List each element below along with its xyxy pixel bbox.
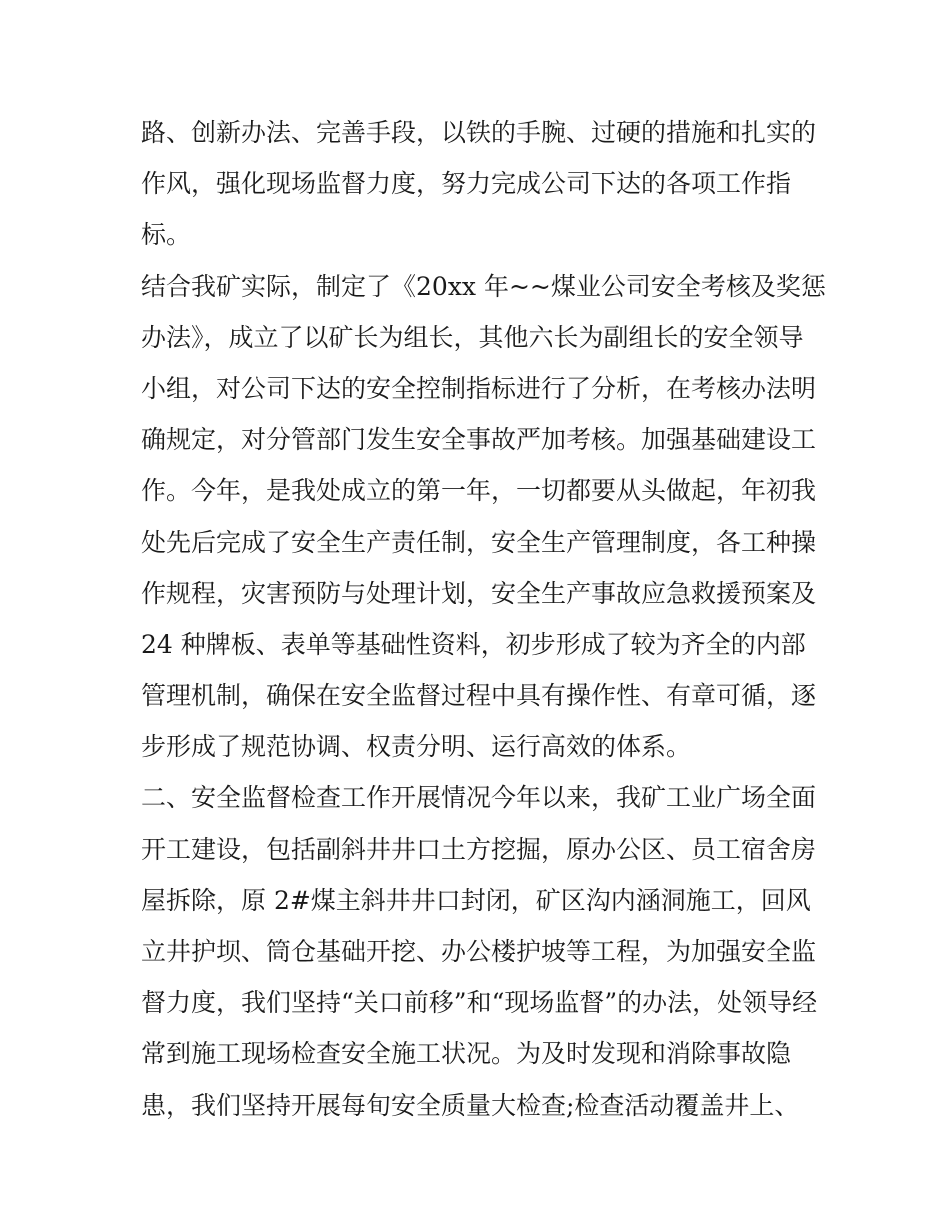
body-text [141,107,831,1131]
text-line: 小组，对公司下达的安全控制指标进行了分析，在考核办法明 [141,373,817,403]
text-line: 常到施工现场检查安全施工状况。为及时发现和消除事故隐 [141,1039,792,1069]
text-line: 标。 [141,220,192,250]
text-line: 患，我们坚持开展每旬安全质量大检查;检查活动覆盖井上、 [141,1090,800,1120]
text-line: 立井护坝、筒仓基础开挖、办公楼护坡等工程，为加强安全监 [141,937,817,966]
text-line: 路、创新办法、完善手段，以铁的手腕、过硬的措施和扎实的 [141,118,817,147]
text-line: 办法》，成立了以矿长为组长，其他六长为副组长的安全领导 [141,322,804,352]
text-line: 作风，强化现场监督力度，努力完成公司下达的各项工作指 [141,169,792,199]
text-line: 作规程，灾害预防与处理计划，安全生产事故应急救援预案及 [141,578,817,608]
text-line: 结合我矿实际，制定了《20xx 年~~煤业公司安全考核及奖惩 [141,271,826,301]
text-line: 作。今年，是我处成立的第一年，一切都要从头做起，年初我 [141,476,817,506]
text-line: 开工建设，包括副斜井井口土方挖掘，原办公区、员工宿舍房 [141,834,817,864]
text-line: 处先后完成了安全生产责任制，安全生产管理制度，各工种操 [141,527,817,557]
text-line: 二、安全监督检查工作开展情况今年以来，我矿工业广场全面 [141,783,817,813]
text-line: 屋拆除，原 2#煤主斜井井口封闭，矿区沟内涵洞施工，回风 [141,885,811,915]
text-line: 督力度，我们坚持“关口前移”和“现场监督”的办法，处领导经 [141,988,818,1018]
text-line: 步形成了规范协调、权责分明、运行高效的体系。 [141,732,692,762]
text-line: 24 种牌板、表单等基础性资料，初步形成了较为齐全的内部 [141,629,806,659]
text-line: 确规定，对分管部门发生安全事故严加考核。加强基础建设工 [141,425,817,455]
text-line: 管理机制，确保在安全监督过程中具有操作性、有章可循，逐 [141,681,817,711]
